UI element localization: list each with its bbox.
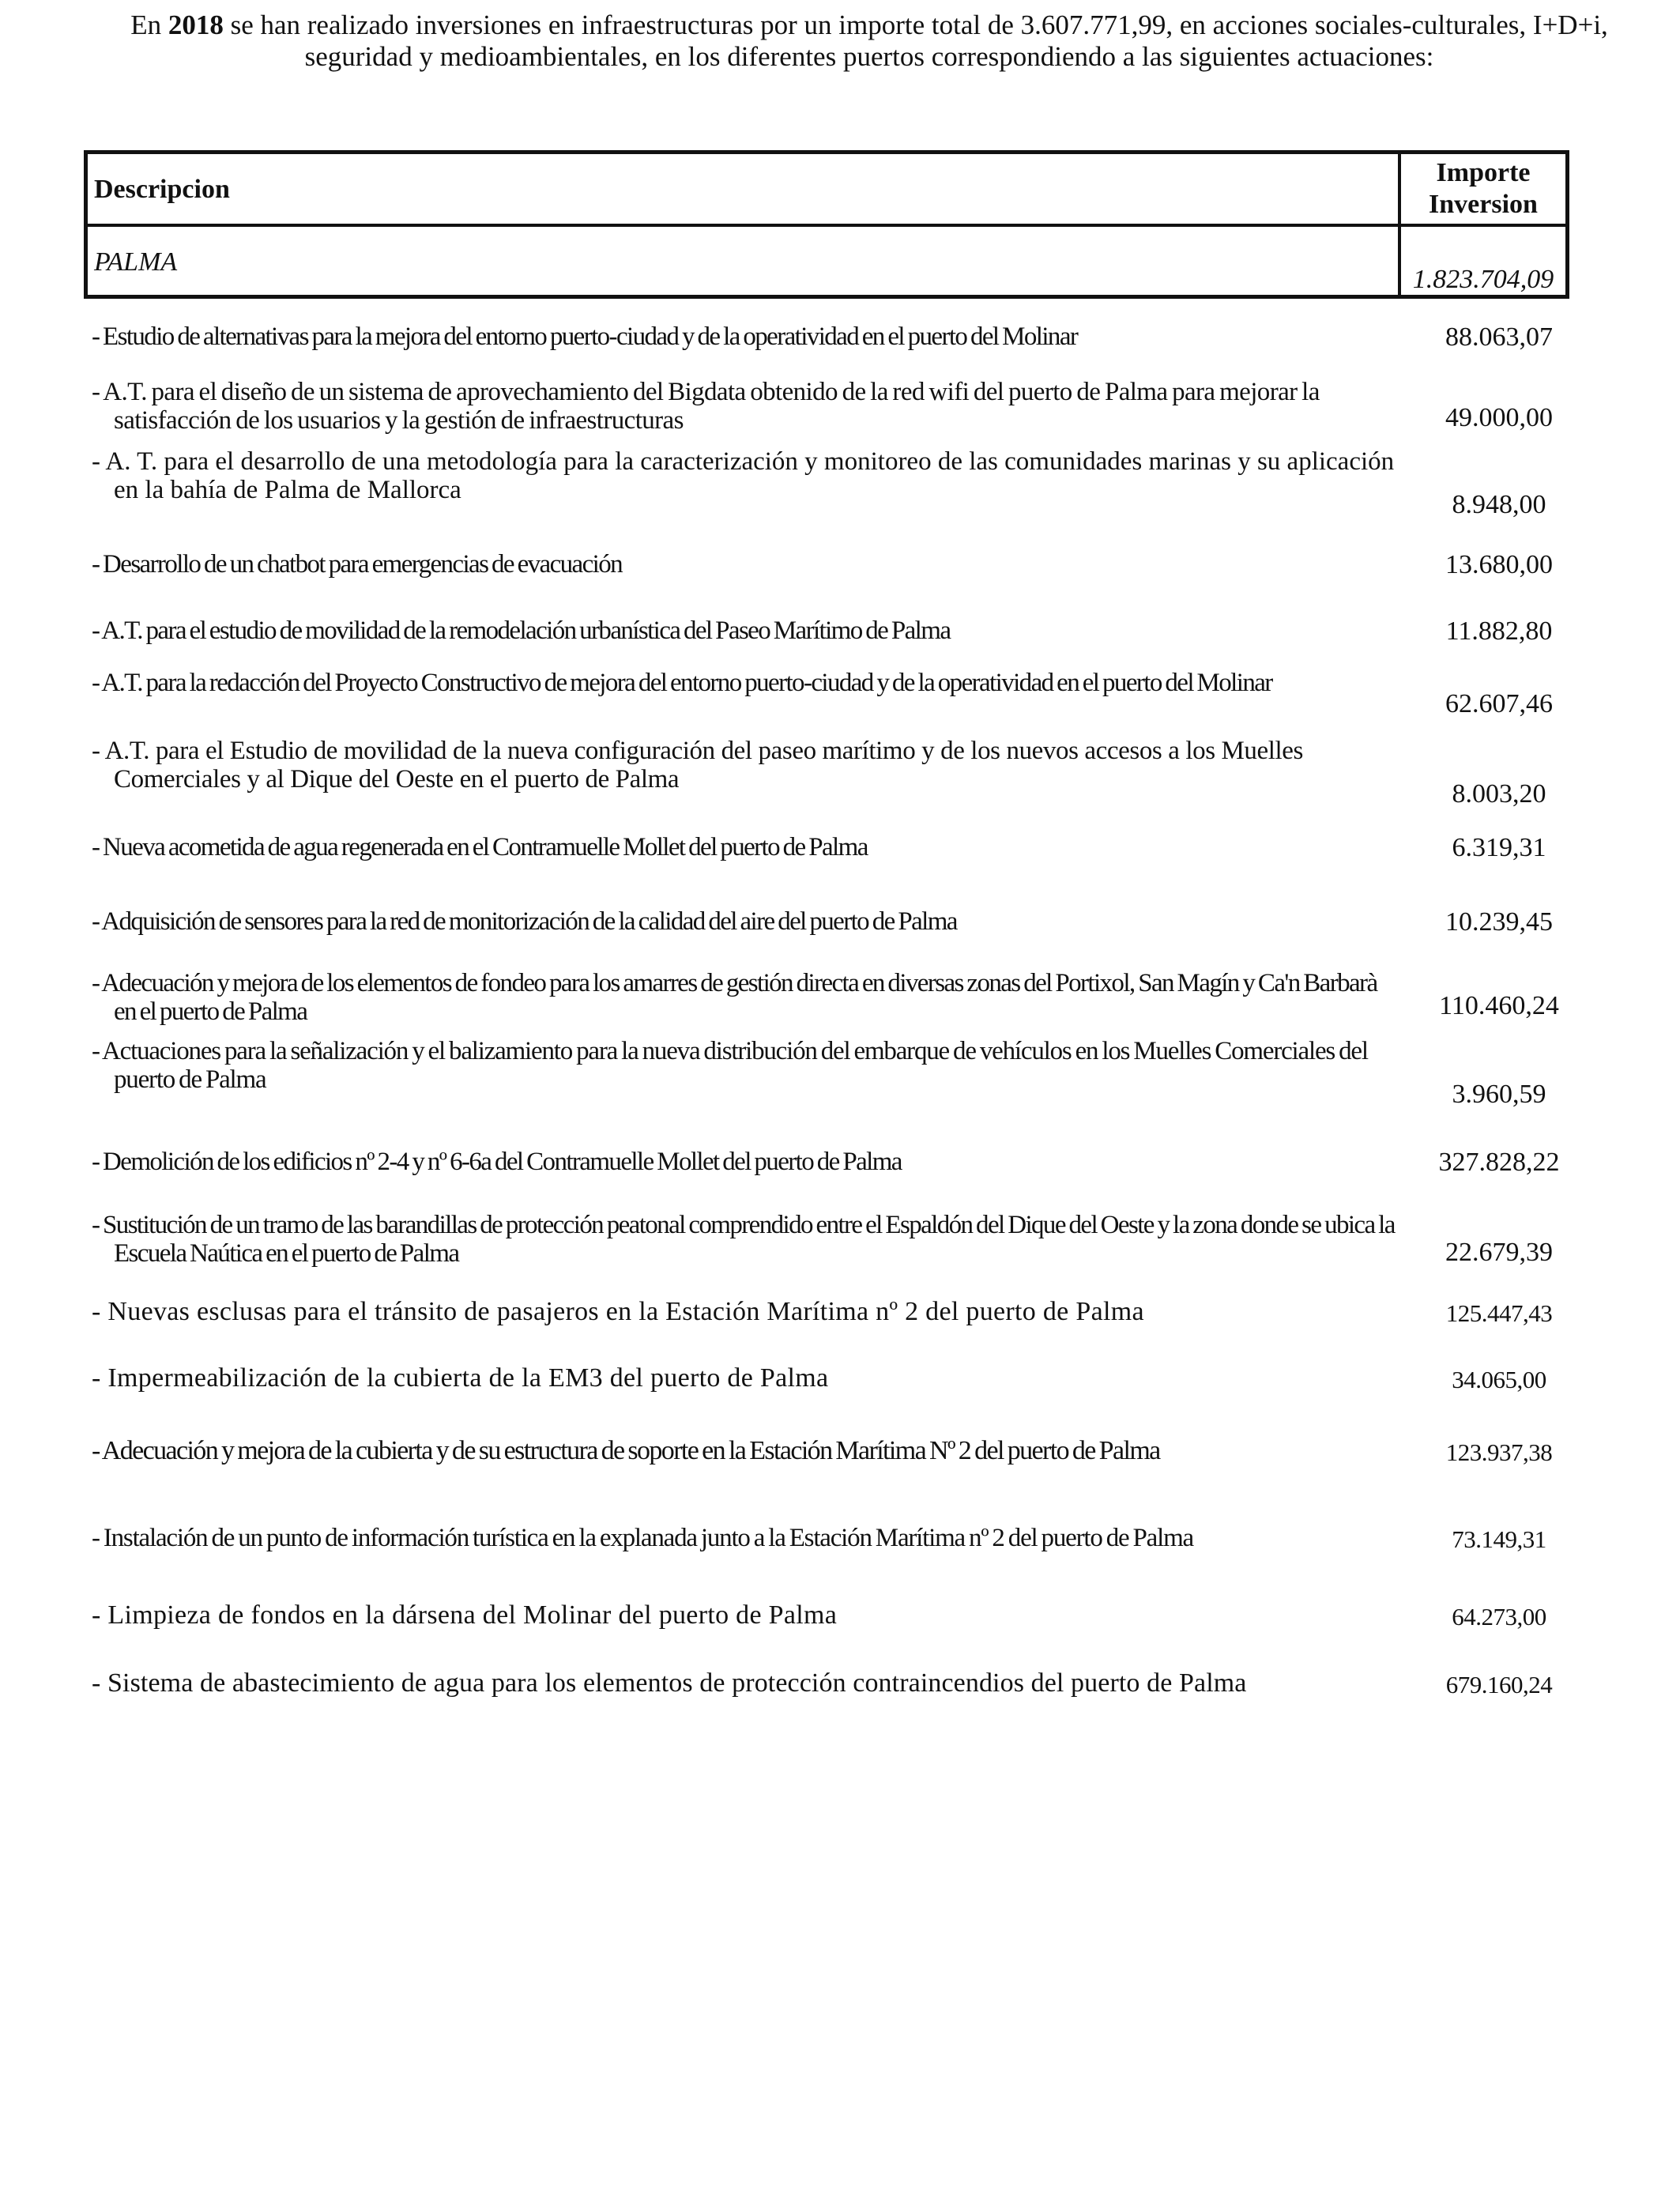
intro-year: 2018 [168, 9, 224, 40]
item-description: - Nuevas esclusas para el tránsito de pasajeros en la Estación Marítima nº 2 del puerto de Palma [92, 1297, 1144, 1326]
item-amount: 110.460,24 [1439, 991, 1559, 1020]
item-amount: 125.447,43 [1445, 1299, 1553, 1327]
item-amount: 679.160,24 [1445, 1671, 1553, 1698]
item-description: - Impermeabilización de la cubierta de la EM3 del puerto de Palma [92, 1363, 829, 1393]
header-amount-line1: Importe [1436, 158, 1531, 187]
item-amount: 6.319,31 [1452, 833, 1546, 862]
item-description: - Adecuación y mejora de la cubierta y de su estructura de soporte en la Estación Marítima Nº 2 del puerto de Palma [92, 1436, 1160, 1465]
item-amount: 49.000,00 [1445, 403, 1553, 432]
item-amount: 123.937,38 [1445, 1438, 1553, 1466]
group-total: 1.823.704,09 [1412, 265, 1554, 294]
item-description: - Actuaciones para la señalización y el balizamiento para la nueva distribución del embarque de vehículos en los Muelles Comerciales del puerto de Palma [92, 1037, 1368, 1094]
item-description: - Demolición de los edificios nº 2-4 y nº 6-6a del Contramuelle Mollet del puerto de Palma [92, 1148, 902, 1176]
group-label: PALMA [94, 247, 178, 277]
item-amount: 64.273,00 [1452, 1603, 1546, 1630]
item-amount: 88.063,07 [1445, 322, 1553, 352]
item-amount: 11.882,80 [1445, 616, 1553, 646]
item-description: - Estudio de alternativas para la mejora del entorno puerto-ciudad y de la operatividad en el puerto del Molinar [92, 322, 1078, 351]
item-amount: 8.003,20 [1452, 779, 1546, 809]
item-description: - Sistema de abastecimiento de agua para los elementos de protección contraincendios del puerto de Palma [92, 1668, 1247, 1698]
item-amount: 73.149,31 [1452, 1525, 1546, 1553]
item-description: - Desarrollo de un chatbot para emergencias de evacuación [92, 550, 622, 579]
header-description: Descripcion [94, 175, 230, 204]
item-description: - Sustitución de un tramo de las barandillas de protección peatonal comprendido entre el Espaldón del Dique del Oeste y la zona donde se ubica la Escuela Naútica en el puerto de Palma [92, 1211, 1395, 1268]
item-description: - Adecuación y mejora de los elementos de fondeo para los amarres de gestión directa en diversas zonas del Portixol, San Magín y Ca'n Barbarà en el puerto de Palma [92, 969, 1377, 1026]
intro-prefix: En [130, 9, 168, 40]
item-amount: 10.239,45 [1445, 907, 1553, 937]
item-description: - A.T. para el estudio de movilidad de la remodelación urbanística del Paseo Marítimo de Palma [92, 616, 951, 645]
item-amount: 8.948,00 [1452, 490, 1546, 519]
item-amount: 34.065,00 [1452, 1366, 1546, 1393]
intro-text: se han realizado inversiones en infraestructuras por un importe total de 3.607.771,99, en acciones sociales-culturales, I+D+i, seguridad y medioambientales, en los diferentes puertos correspondiendo a las siguientes actuaciones: [223, 9, 1608, 72]
item-amount: 3.960,59 [1452, 1080, 1546, 1109]
item-amount: 22.679,39 [1445, 1238, 1553, 1267]
item-description: - A.T. para la redacción del Proyecto Constructivo de mejora del entorno puerto-ciudad y de la operatividad en el puerto del Molinar [92, 669, 1272, 697]
item-description: - Nueva acometida de agua regenerada en el Contramuelle Mollet del puerto de Palma [92, 833, 868, 861]
header-amount [1401, 157, 1565, 221]
intro-paragraph [119, 9, 1620, 73]
item-amount: 327.828,22 [1438, 1148, 1560, 1177]
item-description: - A.T. para el diseño de un sistema de aprovechamiento del Bigdata obtenido de la red wifi del puerto de Palma para mejorar la satisfacción de los usuarios y la gestión de infraestructuras [92, 378, 1320, 435]
header-amount-line2: Inversion [1429, 190, 1538, 219]
item-amount: 13.680,00 [1445, 550, 1553, 579]
item-description: - Instalación de un punto de información turística en la explanada junto a la Estación Marítima nº 2 del puerto de Palma [92, 1524, 1193, 1552]
table-header-row [88, 154, 1565, 227]
item-description: - Adquisición de sensores para la red de monitorización de la calidad del aire del puerto de Palma [92, 907, 957, 936]
item-description: - A.T. para el Estudio de movilidad de la nueva configuración del paseo marítimo y de los nuevos accesos a los Muelles Comerciales y al Dique del Oeste en el puerto de Palma [92, 737, 1303, 794]
item-description: - A. T. para el desarrollo de una metodología para la caracterización y monitoreo de las comunidades marinas y su aplicación en la bahía de Palma de Mallorca [92, 447, 1395, 504]
item-amount: 62.607,46 [1445, 689, 1553, 718]
investment-table-header [84, 150, 1569, 299]
item-description: - Limpieza de fondos en la dársena del Molinar del puerto de Palma [92, 1600, 838, 1630]
